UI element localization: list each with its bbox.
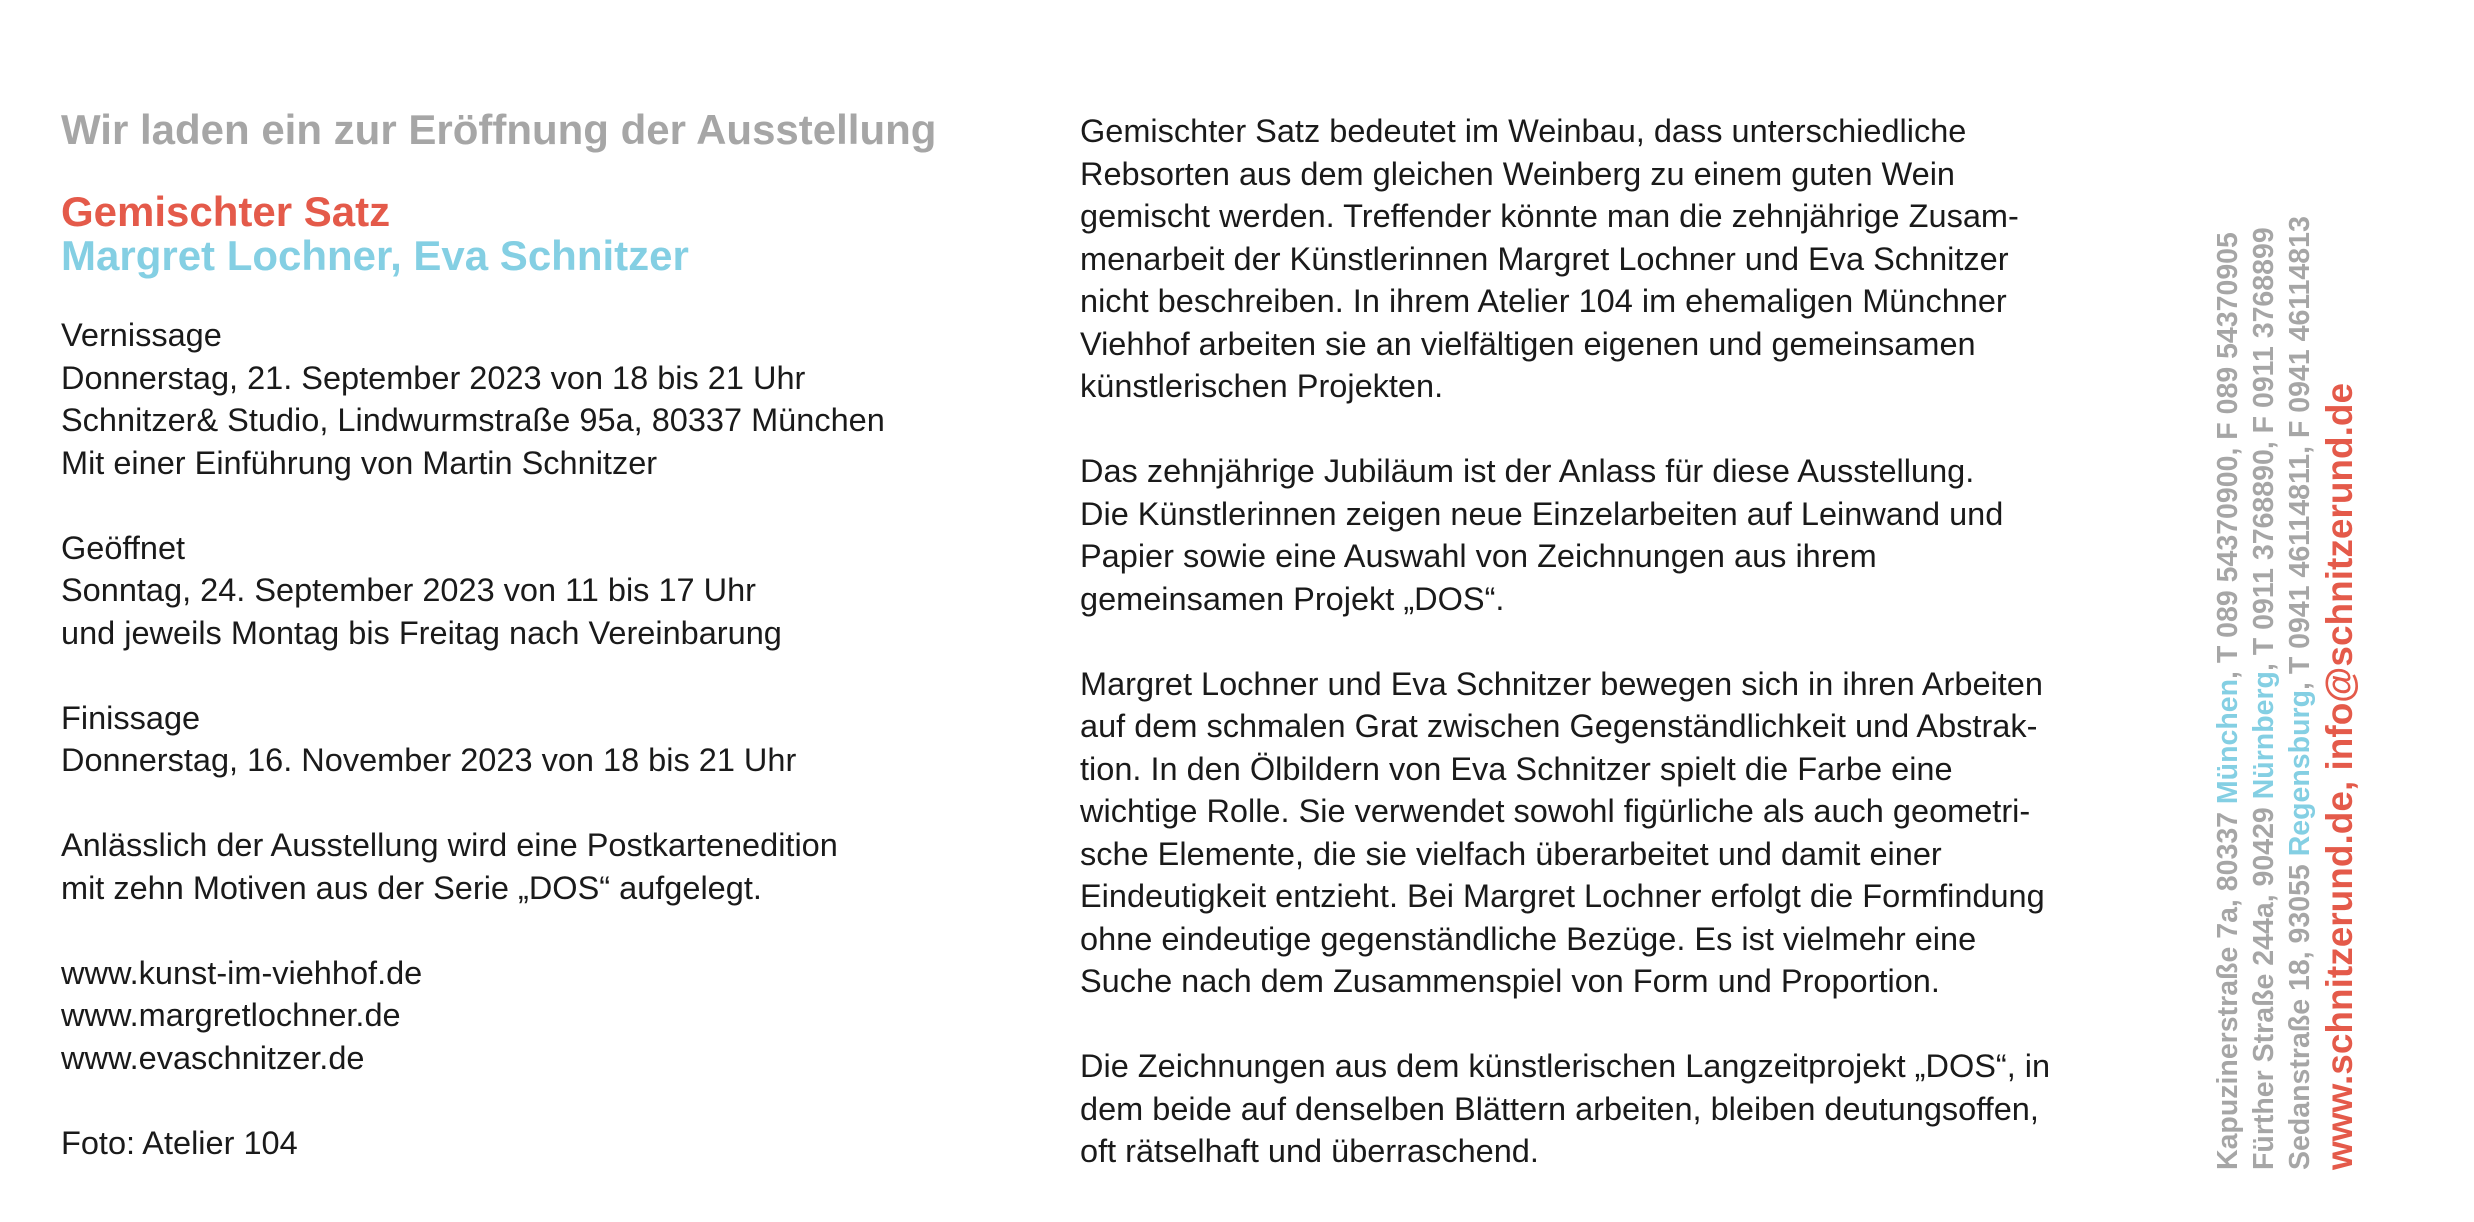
address-street: Sedanstraße 18, 93055 [2284, 856, 2316, 1170]
text-line: Das zehnjährige Jubiläum ist der Anlass für diese Ausstellung. [1080, 453, 1975, 489]
body-paragraph [1080, 1045, 2140, 1173]
left-column [61, 104, 1041, 1164]
address-street: Kapuzinerstraße 7a, 80337 [2212, 804, 2244, 1170]
right-column [1080, 110, 2140, 1173]
opening-weekdays: und jeweils Montag bis Freitag nach Vereinbarung [61, 614, 782, 651]
postcard-note [61, 824, 1041, 909]
postcard-line: Anlässlich der Ausstellung wird eine Postkartenedition [61, 827, 838, 863]
text-line: auf dem schmalen Grat zwischen Gegenständlichkeit und Abstrak- [1080, 708, 2038, 744]
opening-heading: Geöffnet [61, 529, 186, 566]
vernissage-intro: Mit einer Einführung von Martin Schnitzer [61, 444, 658, 481]
text-line: ohne eindeutige gegenständliche Bezüge. Es ist vielmehr eine [1080, 920, 1977, 957]
text-line: Rebsorten aus dem gleichen Weinberg zu einem guten Wein [1080, 155, 1956, 192]
opening-sunday: Sonntag, 24. September 2023 von 11 bis 17 Uhr [61, 572, 757, 608]
postcard-line: mit zehn Motiven aus der Serie „DOS“ aufgelegt. [61, 869, 762, 906]
text-line: gemeinsamen Projekt „DOS“. [1080, 580, 1505, 617]
text-line: Suche nach dem Zusammenspiel von Form und Proportion. [1080, 963, 1940, 999]
link-kunst-im-viehhof[interactable]: www.kunst-im-viehhof.de [61, 954, 423, 991]
vertical-contact-strip [2210, 160, 2360, 1170]
address-city: Regensburg [2284, 690, 2316, 857]
vernissage-heading: Vernissage [61, 317, 222, 353]
text-line: Viehhof arbeiten sie an vielfältigen eigenen und gemeinsamen [1080, 325, 1976, 362]
address-regensburg [2282, 160, 2318, 1170]
vertical-contact-text [2210, 160, 2362, 1170]
finissage-date: Donnerstag, 16. November 2023 von 18 bis 21 Uhr [61, 742, 797, 778]
text-line: oft rätselhaft und überraschend. [1080, 1133, 1539, 1169]
link-list [61, 952, 1041, 1080]
text-line: tion. In den Ölbildern von Eva Schnitzer spielt die Farbe eine [1080, 750, 1953, 787]
text-line: künstlerischen Projekten. [1080, 368, 1444, 404]
text-line: Papier sowie eine Auswahl von Zeichnungen aus ihrem [1080, 538, 1877, 574]
text-line: Margret Lochner und Eva Schnitzer bewegen sich in ihren Arbeiten [1080, 665, 2043, 702]
web-and-email[interactable]: www.schnitzerund.de, info@schnitzerund.de [2319, 382, 2360, 1170]
vernissage-location: Schnitzer& Studio, Lindwurmstraße 95a, 80337 München [61, 402, 885, 438]
finissage-heading: Finissage [61, 699, 201, 736]
text-line: nicht beschreiben. In ihrem Atelier 104 im ehemaligen Münchner [1080, 283, 2007, 319]
text-line: Gemischter Satz bedeutet im Weinbau, dass unterschiedliche [1080, 113, 1967, 149]
link-evaschnitzer[interactable]: www.evaschnitzer.de [61, 1039, 365, 1076]
address-munich [2210, 160, 2246, 1170]
text-line: sche Elemente, die sie vielfach überarbeitet und damit einer [1080, 835, 1942, 872]
text-line: Die Zeichnungen aus dem künstlerischen Langzeitprojekt „DOS“, in [1080, 1048, 2051, 1084]
text-line: wichtige Rolle. Sie verwendet sowohl figürliche als auch geometri- [1080, 793, 2031, 829]
body-paragraph [1080, 663, 2140, 1003]
exhibition-title: Gemischter Satz [61, 188, 391, 235]
invitation-heading: Wir laden ein zur Eröffnung der Ausstellung [61, 106, 937, 153]
photo-credit-block [61, 1122, 1041, 1165]
body-paragraph [1080, 110, 2140, 408]
text-line: menarbeit der Künstlerinnen Margret Lochner und Eva Schnitzer [1080, 240, 2009, 277]
address-phones: , T 0941 46114811, F 0941 46114813 [2284, 216, 2316, 691]
photo-credit: Foto: Atelier 104 [61, 1124, 298, 1161]
text-line: Die Künstlerinnen zeigen neue Einzelarbeiten auf Leinwand und [1080, 495, 2004, 532]
address-city: Nürnberg [2248, 671, 2280, 800]
address-phones: , T 089 54370900, F 089 54370905 [2212, 232, 2244, 679]
finissage-block [61, 697, 1041, 782]
text-line: gemischt werden. Treffender könnte man die zehnjährige Zusam- [1080, 198, 2019, 234]
body-paragraph [1080, 450, 2140, 620]
opening-hours-block [61, 527, 1041, 655]
link-margretlochner[interactable]: www.margretlochner.de [61, 997, 401, 1033]
text-line: dem beide auf denselben Blättern arbeiten, bleiben deutungsoffen, [1080, 1090, 2039, 1127]
vernissage-block [61, 314, 1041, 484]
address-street: Fürther Straße 244a, 90429 [2248, 799, 2280, 1170]
artist-names: Margret Lochner, Eva Schnitzer [61, 232, 689, 279]
vernissage-date: Donnerstag, 21. September 2023 von 18 bis 21 Uhr [61, 359, 806, 396]
text-line: Eindeutigkeit entzieht. Bei Margret Lochner erfolgt die Formfindung [1080, 878, 2045, 914]
address-city: München [2212, 678, 2244, 805]
address-nuremberg [2246, 160, 2282, 1170]
address-phones: , T 0911 3768890, F 0911 3768899 [2248, 227, 2280, 672]
